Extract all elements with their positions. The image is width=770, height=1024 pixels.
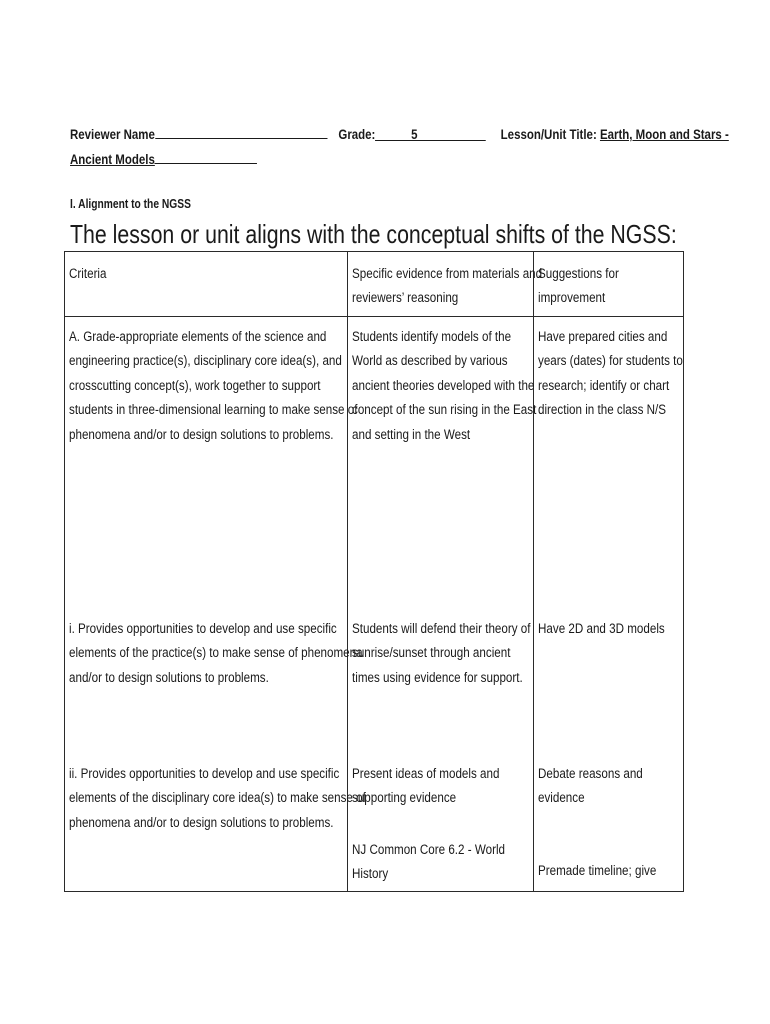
row-i-suggestions-line: Have 2D and 3D models (538, 621, 665, 637)
reviewer-name-label: Reviewer Name (70, 126, 155, 142)
header-suggestions-line: Suggestions for (538, 266, 619, 282)
reviewer-header (70, 124, 729, 142)
row-ii-evidence-line: Present ideas of models and (352, 766, 500, 782)
lesson-title-label: Lesson/Unit Title: (500, 126, 597, 142)
row-a-evidence (352, 325, 536, 447)
row-a-criteria-line: engineering practice(s), disciplinary core idea(s), and (69, 353, 342, 370)
lesson-title-value: Earth, Moon and Stars - (599, 126, 729, 142)
section-title: The lesson or unit aligns with the conceptual shifts of the NGSS: (70, 219, 677, 249)
header-suggestions-line: improvement (538, 290, 606, 307)
row-ii-criteria-line: ii. Provides opportunities to develop and use specific (69, 766, 340, 782)
row-ii-suggestions-line: Debate reasons and (538, 766, 643, 782)
row-ii-criteria-line: elements of the disciplinary core idea(s) to make sense of (69, 790, 366, 807)
row-i-criteria-line: elements of the practice(s) to make sense of phenomena (69, 645, 363, 662)
header-criteria (69, 262, 107, 286)
row-a-criteria-line: crosscutting concept(s), work together to support (69, 377, 321, 394)
row-a-criteria-line: A. Grade-appropriate elements of the science and (69, 329, 327, 345)
row-ii-suggestions-extra-line: Premade timeline; give (538, 863, 657, 879)
row-a-evidence-line: Students identify models of the (352, 329, 512, 345)
row-a-suggestions (538, 325, 683, 423)
row-ii-evidence-extra-line: NJ Common Core 6.2 - World (352, 842, 506, 858)
lesson-title-continuation (70, 149, 257, 167)
row-a-evidence-line: ancient theories developed with the (352, 377, 535, 394)
row-ii-evidence-extra (352, 838, 505, 887)
lesson-title-blank (155, 149, 257, 164)
row-i-evidence (352, 617, 530, 690)
row-i-evidence-line: times using evidence for support. (352, 669, 523, 686)
header-evidence-line: reviewers’ reasoning (352, 290, 459, 307)
header-divider (65, 316, 683, 317)
grade-value: 5 (411, 126, 418, 142)
row-ii-suggestions-line: evidence (538, 790, 585, 807)
grade-field[interactable] (375, 126, 486, 141)
header-criteria-text: Criteria (69, 266, 107, 282)
row-ii-suggestions (538, 762, 643, 811)
row-i-criteria-line: i. Provides opportunities to develop and use specific (69, 621, 337, 637)
row-i-evidence-line: sunrise/sunset through ancient (352, 645, 511, 662)
row-ii-criteria (69, 762, 366, 835)
header-evidence-line: Specific evidence from materials and (352, 266, 543, 282)
row-a-suggestions-line: research; identify or chart (538, 377, 670, 394)
row-ii-evidence (352, 762, 499, 811)
row-ii-evidence-extra-line: History (352, 866, 389, 883)
row-i-suggestions (538, 617, 665, 641)
lesson-title-value-cont: Ancient Models (70, 151, 155, 167)
row-a-suggestions-line: Have prepared cities and (538, 329, 668, 345)
header-evidence (352, 262, 542, 311)
row-a-evidence-line: World as described by various (352, 353, 508, 370)
row-a-criteria-line: phenomena and/or to design solutions to problems. (69, 426, 334, 443)
section-label: I. Alignment to the NGSS (70, 197, 191, 211)
row-a-evidence-line: and setting in the West (352, 426, 471, 443)
reviewer-name-field[interactable] (155, 124, 327, 139)
row-i-evidence-line: Students will defend their theory of (352, 621, 531, 637)
row-a-criteria (69, 325, 357, 447)
header-suggestions (538, 262, 619, 311)
row-a-evidence-line: concept of the sun rising in the East (352, 402, 537, 419)
row-ii-criteria-line: phenomena and/or to design solutions to problems. (69, 814, 334, 831)
alignment-table (64, 251, 684, 892)
row-i-criteria-line: and/or to design solutions to problems. (69, 669, 269, 686)
row-i-criteria (69, 617, 363, 690)
row-ii-suggestions-extra (538, 859, 656, 883)
grade-label: Grade: (338, 126, 376, 142)
row-ii-evidence-line: supporting evidence (352, 790, 457, 807)
row-a-suggestions-line: years (dates) for students to (538, 353, 683, 370)
row-a-criteria-line: students in three-dimensional learning to make sense of (69, 402, 358, 419)
row-a-suggestions-line: direction in the class N/S (538, 402, 667, 419)
